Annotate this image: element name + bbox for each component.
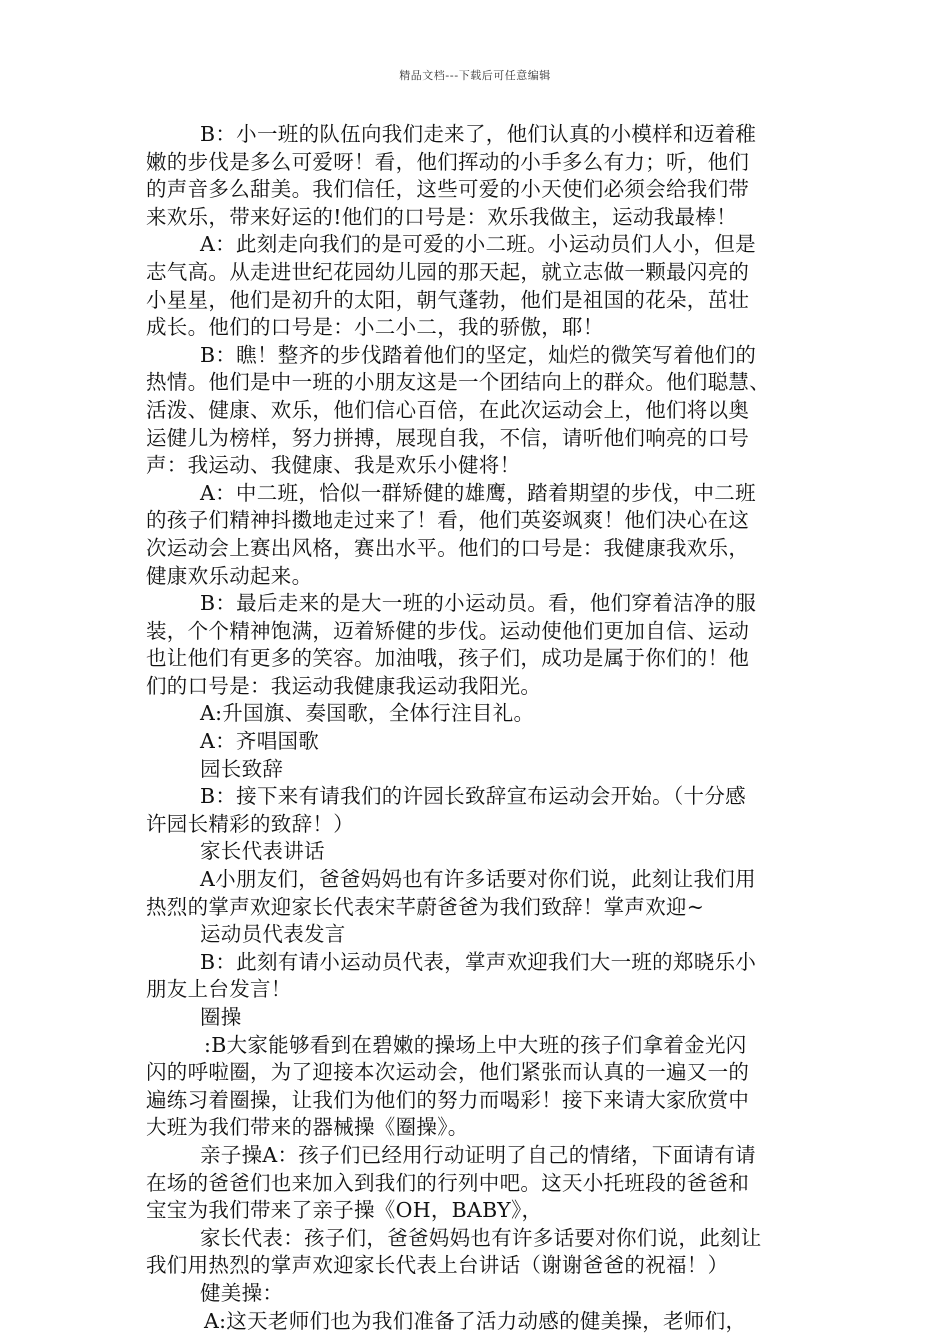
text-line: 热烈的掌声欢迎家长代表宋芊蔚爸爸为我们致辞！掌声欢迎~ bbox=[146, 894, 705, 919]
text-line: 声：我运动、我健康、我是欢乐小健将！ bbox=[146, 453, 521, 478]
text-line: A:这天老师们也为我们准备了活力动感的健美操，老师们， bbox=[204, 1308, 747, 1333]
text-line: 园长致辞 bbox=[200, 756, 284, 781]
text-line: B：瞧！整齐的步伐踏着他们的坚定，灿烂的微笑写着他们的 bbox=[200, 342, 757, 367]
text-line: 大班为我们带来的器械操《圈操》。 bbox=[146, 1115, 469, 1140]
text-line: 遍练习着圈操，让我们为他们的努力而喝彩！接下来请大家欣赏中 bbox=[146, 1087, 750, 1112]
text-line: :B大家能够看到在碧嫩的操场上中大班的孩子们拿着金光闪 bbox=[204, 1032, 747, 1057]
text-line: 成长。他们的口号是：小二小二，我的骄傲，耶！ bbox=[146, 315, 604, 340]
text-line: 许园长精彩的致辞！） bbox=[146, 811, 354, 836]
text-line: 小星星，他们是初升的太阳，朝气蓬勃，他们是祖国的花朵，茁壮 bbox=[146, 287, 750, 312]
document-body bbox=[146, 121, 822, 1335]
text-line: 在场的爸爸们也来加入到我们的行列中吧。这天小托班段的爸爸和 bbox=[146, 1170, 750, 1195]
text-line: 闪的呼啦圈，为了迎接本次运动会，他们紧张而认真的一遍又一的 bbox=[146, 1060, 750, 1085]
text-line: 运动员代表发言 bbox=[200, 922, 346, 947]
text-line: 来欢乐，带来好运的!他们的口号是：欢乐我做主，运动我最棒！ bbox=[146, 204, 737, 229]
page-header: 精品文档---下载后可任意编辑 bbox=[399, 69, 551, 82]
text-line: A:升国旗、奏国歌，全体行注目礼。 bbox=[200, 701, 535, 726]
text-line: 家长代表讲话 bbox=[200, 839, 325, 864]
text-line: 志气高。从走进世纪花园幼儿园的那天起，就立志做一颗最闪亮的 bbox=[146, 259, 750, 284]
text-line: 运健儿为榜样，努力拼搏，展现自我，不信，请听他们响亮的口号 bbox=[146, 425, 750, 450]
text-line: B：最后走来的是大一班的小运动员。看，他们穿着洁净的服 bbox=[200, 591, 757, 616]
text-line: 的声音多么甜美。我们信任，这些可爱的小天使们必须会给我们带 bbox=[146, 177, 750, 202]
text-line: 圈操 bbox=[200, 1005, 242, 1029]
text-line: 们的口号是：我运动我健康我运动我阳光。 bbox=[146, 673, 542, 698]
text-line: 热情。他们是中一班的小朋友这是一个团结向上的群众。他们聪慧、 bbox=[146, 370, 770, 395]
text-line: 宝宝为我们带来了亲子操《OH，BABY》， bbox=[146, 1198, 543, 1223]
text-line: A：此刻走向我们的是可爱的小二班。小运动员们人小，但是 bbox=[200, 232, 756, 257]
text-line: 我们用热烈的掌声欢迎家长代表上台讲话（谢谢爸爸的祝福！） bbox=[146, 1253, 729, 1278]
text-line: 活泼、健康、欢乐，他们信心百倍，在此次运动会上，他们将以奥 bbox=[146, 397, 750, 422]
text-line: A小朋友们，爸爸妈妈也有许多话要对你们说，此刻让我们用 bbox=[200, 867, 756, 892]
text-line: 健美操： bbox=[200, 1280, 284, 1305]
text-line: B：此刻有请小运动员代表，掌声欢迎我们大一班的郑晓乐小 bbox=[200, 949, 757, 974]
text-line: 家长代表：孩子们，爸爸妈妈也有许多话要对你们说，此刻让 bbox=[200, 1225, 762, 1250]
text-line: 亲子操A：孩子们已经用行动证明了自己的情绪，下面请有请 bbox=[200, 1142, 756, 1167]
text-line: 嫩的步伐是多么可爱呀！看，他们挥动的小手多么有力；听，他们 bbox=[146, 149, 750, 174]
text-line: B：接下来有请我们的许园长致辞宣布运动会开始。（十分感 bbox=[200, 784, 746, 809]
text-line: 健康欢乐动起来。 bbox=[146, 563, 313, 588]
text-line: B：小一班的队伍向我们走来了，他们认真的小模样和迈着稚 bbox=[200, 122, 757, 146]
text-line: A：齐唱国歌 bbox=[200, 729, 320, 754]
text-line: 的孩子们精神抖擞地走过来了！看，他们英姿飒爽！他们决心在这 bbox=[146, 508, 750, 533]
text-line: 朋友上台发言！ bbox=[146, 977, 292, 1002]
text-line: 装，个个精神饱满，迈着矫健的步伐。运动使他们更加自信、运动 bbox=[146, 618, 750, 643]
text-line: A：中二班，恰似一群矫健的雄鹰，踏着期望的步伐，中二班 bbox=[200, 480, 756, 505]
text-line: 次运动会上赛出风格，赛出水平。他们的口号是：我健康我欢乐， bbox=[146, 535, 750, 560]
text-line: 也让他们有更多的笑容。加油哦，孩子们，成功是属于你们的！他 bbox=[146, 646, 750, 671]
